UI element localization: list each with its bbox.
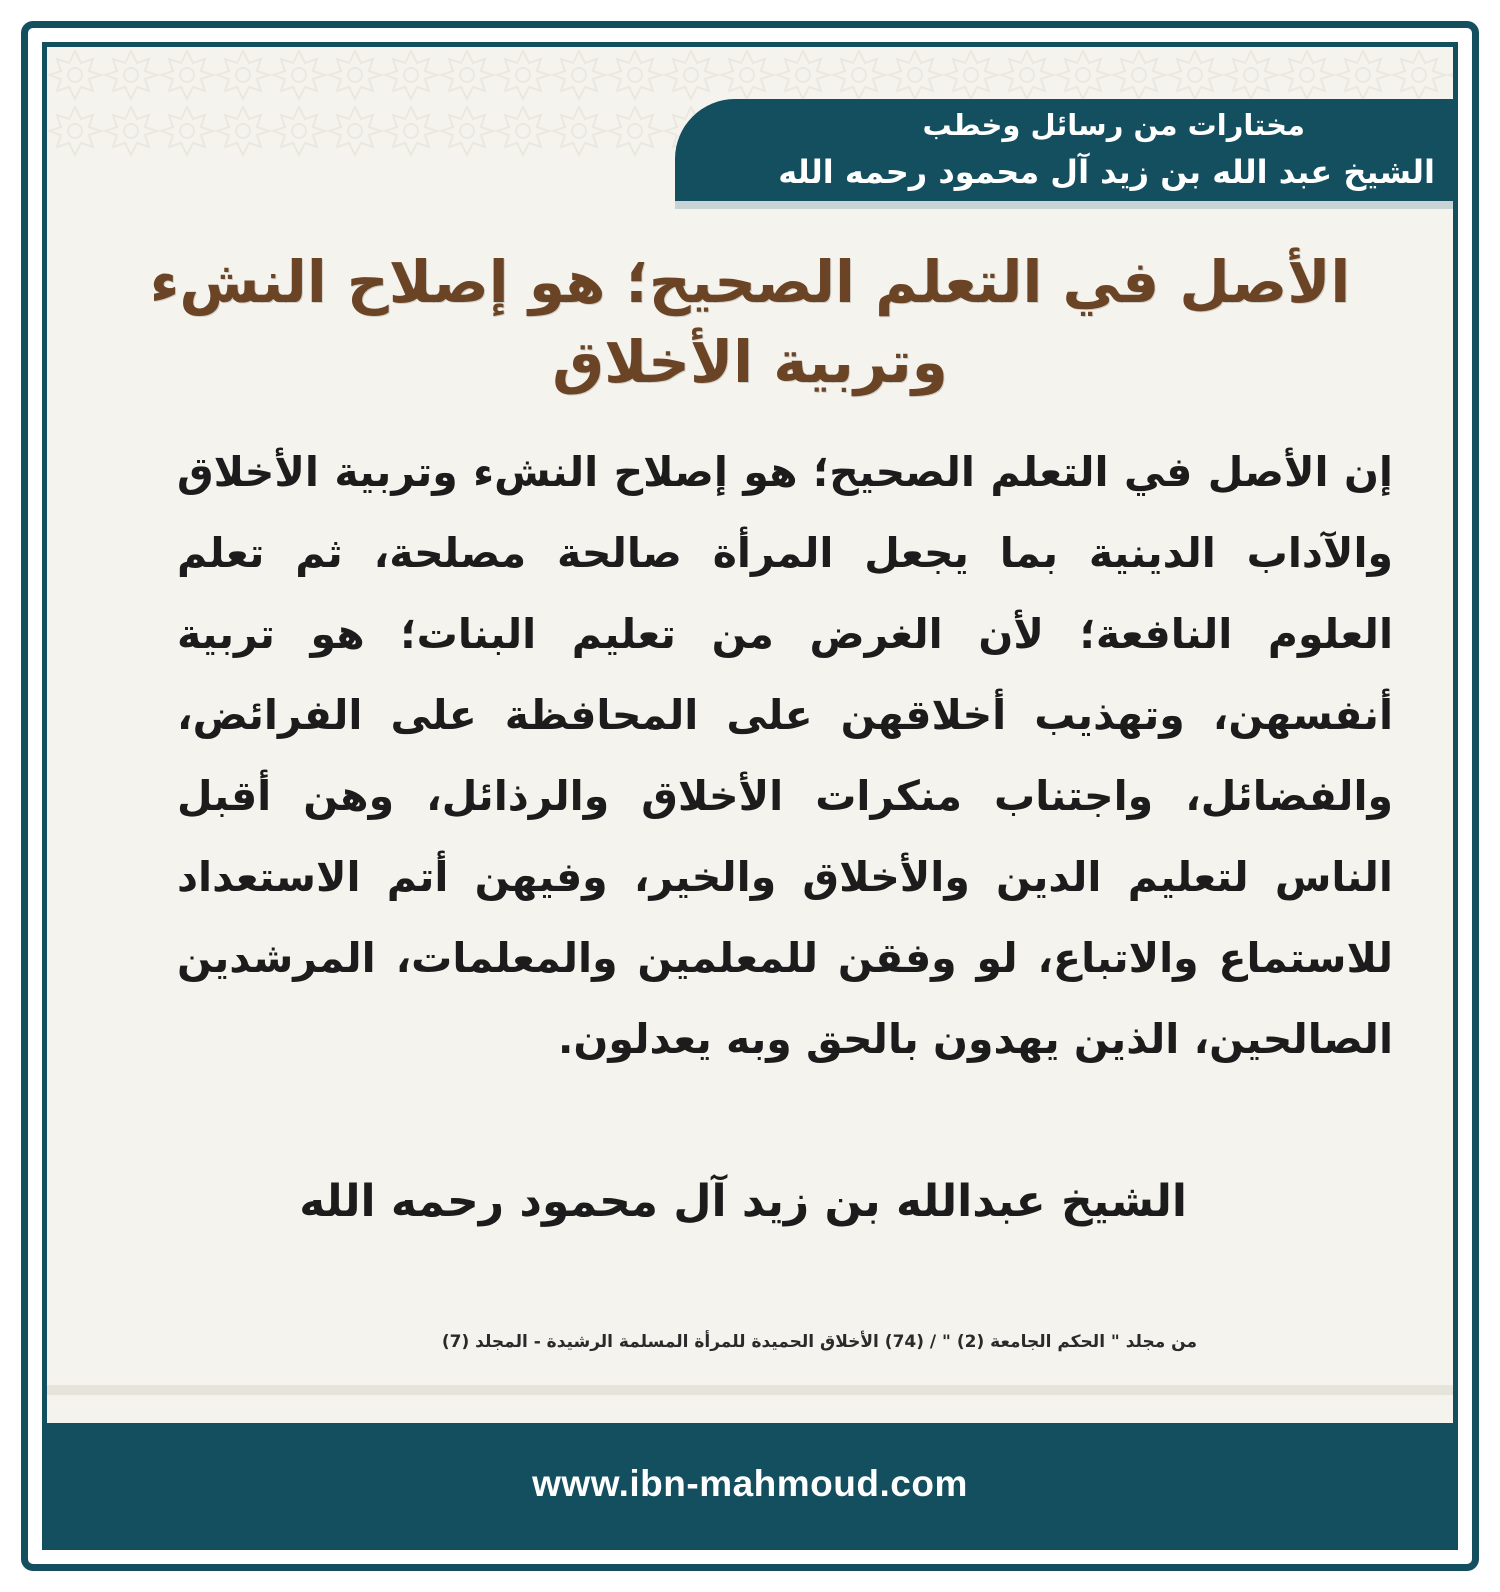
footer-divider [47,1385,1453,1395]
source-citation: من مجلد " الحكم الجامعة (2) " / (74) الأخلاق الحميدة للمرأة المسلمة الرشيدة - المجلد (7) [441,1332,1197,1352]
quote-body: إن الأصل في التعلم الصحيح؛ هو إصلاح النشء وتربية الأخلاق والآداب الدينية بما يجعل المرأة صالحة مصلحة، ثم تعلم العلوم النافعة؛ لأن الغرض من تعليم البنات؛ هو تربية أنفسهن، وتهذيب أخلاقهن على المحافظة على الفرائض، والفضائل، واجتناب منكرات الأخلاق والرذائل، وهن أقبل الناس لتعليم الدين والأخلاق والخير، وفيهن أتم الاستعداد للاستماع والاتباع، لو وفقن للمعلمين والمعلمات، المرشدين الصالحين، الذين يهدون بالحق وبه يعدلون. [177,448,1393,1063]
outer-frame [21,21,1479,1571]
header-subtitle: مختارات من رسائل وخطب [922,108,1305,142]
website-link[interactable]: www.ibn-mahmoud.com [532,1463,968,1504]
footer-bar [47,1423,1453,1545]
author-signature: الشيخ عبدالله بن زيد آل محمود رحمه الله [299,1176,1187,1227]
page-title: الأصل في التعلم الصحيح؛ هو إصلاح النشء وتربية الأخلاق [149,248,1351,396]
header-author-name: الشيخ عبد الله بن زيد آل محمود رحمه الله [778,153,1435,191]
content-panel [42,42,1458,1550]
header-banner [675,99,1453,209]
